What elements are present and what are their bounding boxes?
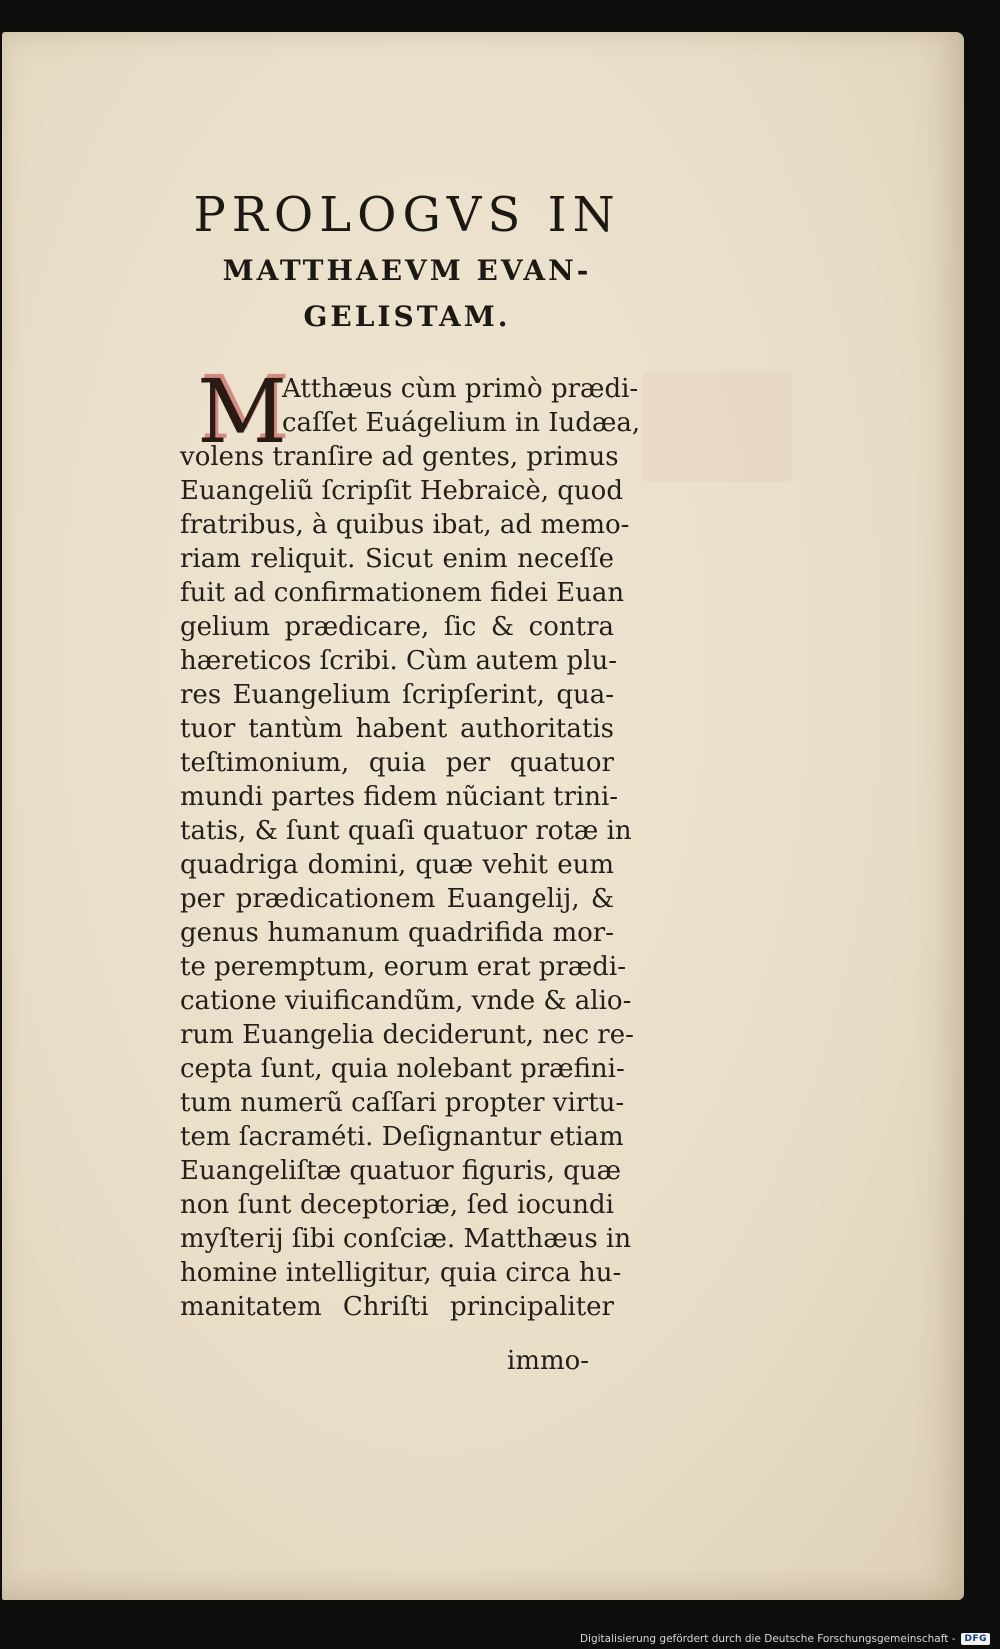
- text-line: tatis, & ſunt quaſi quatuor rotæ in: [180, 816, 632, 846]
- digitization-footer: [580, 1633, 990, 1645]
- text-line: res Euangelium ſcripſerint, qua-: [180, 680, 614, 710]
- catchword: immo-: [507, 1346, 590, 1376]
- title-line-1: PROLOGVS IN: [193, 187, 621, 243]
- text-line: genus humanum quadrifida mor-: [180, 918, 614, 948]
- title-line-2: MATTHAEVM EVAN-: [222, 254, 592, 287]
- text-line: Atthæus cùm primò prædi-: [282, 374, 639, 404]
- text-line: manitatem Chriſti principaliter: [180, 1292, 614, 1322]
- text-line: te peremptum, eorum erat prædi-: [180, 952, 627, 982]
- text-line: catione viuificandũm, vnde & alio-: [180, 986, 632, 1016]
- text-line: homine intelligitur, quia circa hu-: [180, 1258, 622, 1288]
- book-page: [2, 32, 964, 1600]
- text-line: myſterij ſibi conſciæ. Matthæus in: [180, 1224, 632, 1254]
- text-line: caſſet Euágelium in Iudæa,: [282, 408, 641, 438]
- text-line: fratribus, à quibus ibat, ad memo-: [180, 510, 630, 540]
- text-line: riam reliquit. Sicut enim neceſſe: [180, 544, 614, 574]
- text-line: rum Euangelia deciderunt, nec re-: [180, 1020, 634, 1050]
- text-line: fuit ad confirmationem fidei Euan: [180, 578, 625, 608]
- text-line: Euangeliũ ſcripſit Hebraicè, quod: [180, 476, 623, 506]
- text-line: tem ſacraméti. Deſignantur etiam: [180, 1122, 624, 1152]
- text-line: tuor tantùm habent authoritatis: [180, 714, 614, 744]
- text-line: non ſunt deceptoriæ, ſed iocundi: [180, 1190, 614, 1220]
- body-text: [2, 32, 964, 1600]
- footer-credit: Digitalisierung gefördert durch die Deutsche Forschungsgemeinschaft -: [579, 1633, 956, 1645]
- text-line: mundi partes fidem nũciant trini-: [180, 782, 619, 812]
- text-line: teſtimonium, quia per quatuor: [180, 748, 614, 778]
- text-line: gelium prædicare, ſic & contra: [180, 612, 614, 642]
- text-line: quadriga domini, quæ vehit eum: [180, 850, 614, 880]
- decorated-initial: M: [197, 360, 288, 463]
- text-line: tum numerũ caſſari propter virtu-: [180, 1088, 625, 1118]
- text-line: hæreticos ſcribi. Cùm autem plu-: [180, 646, 618, 676]
- dfg-logo: DFG: [961, 1633, 990, 1645]
- text-line: per prædicationem Euangelij, &: [180, 884, 614, 914]
- text-line: volens tranſire ad gentes, primus: [180, 442, 619, 472]
- text-line: cepta ſunt, quia nolebant præfini-: [180, 1054, 625, 1084]
- text-line: Euangeliſtæ quatuor figuris, quæ: [180, 1156, 622, 1186]
- title-line-3: GELISTAM.: [303, 300, 511, 333]
